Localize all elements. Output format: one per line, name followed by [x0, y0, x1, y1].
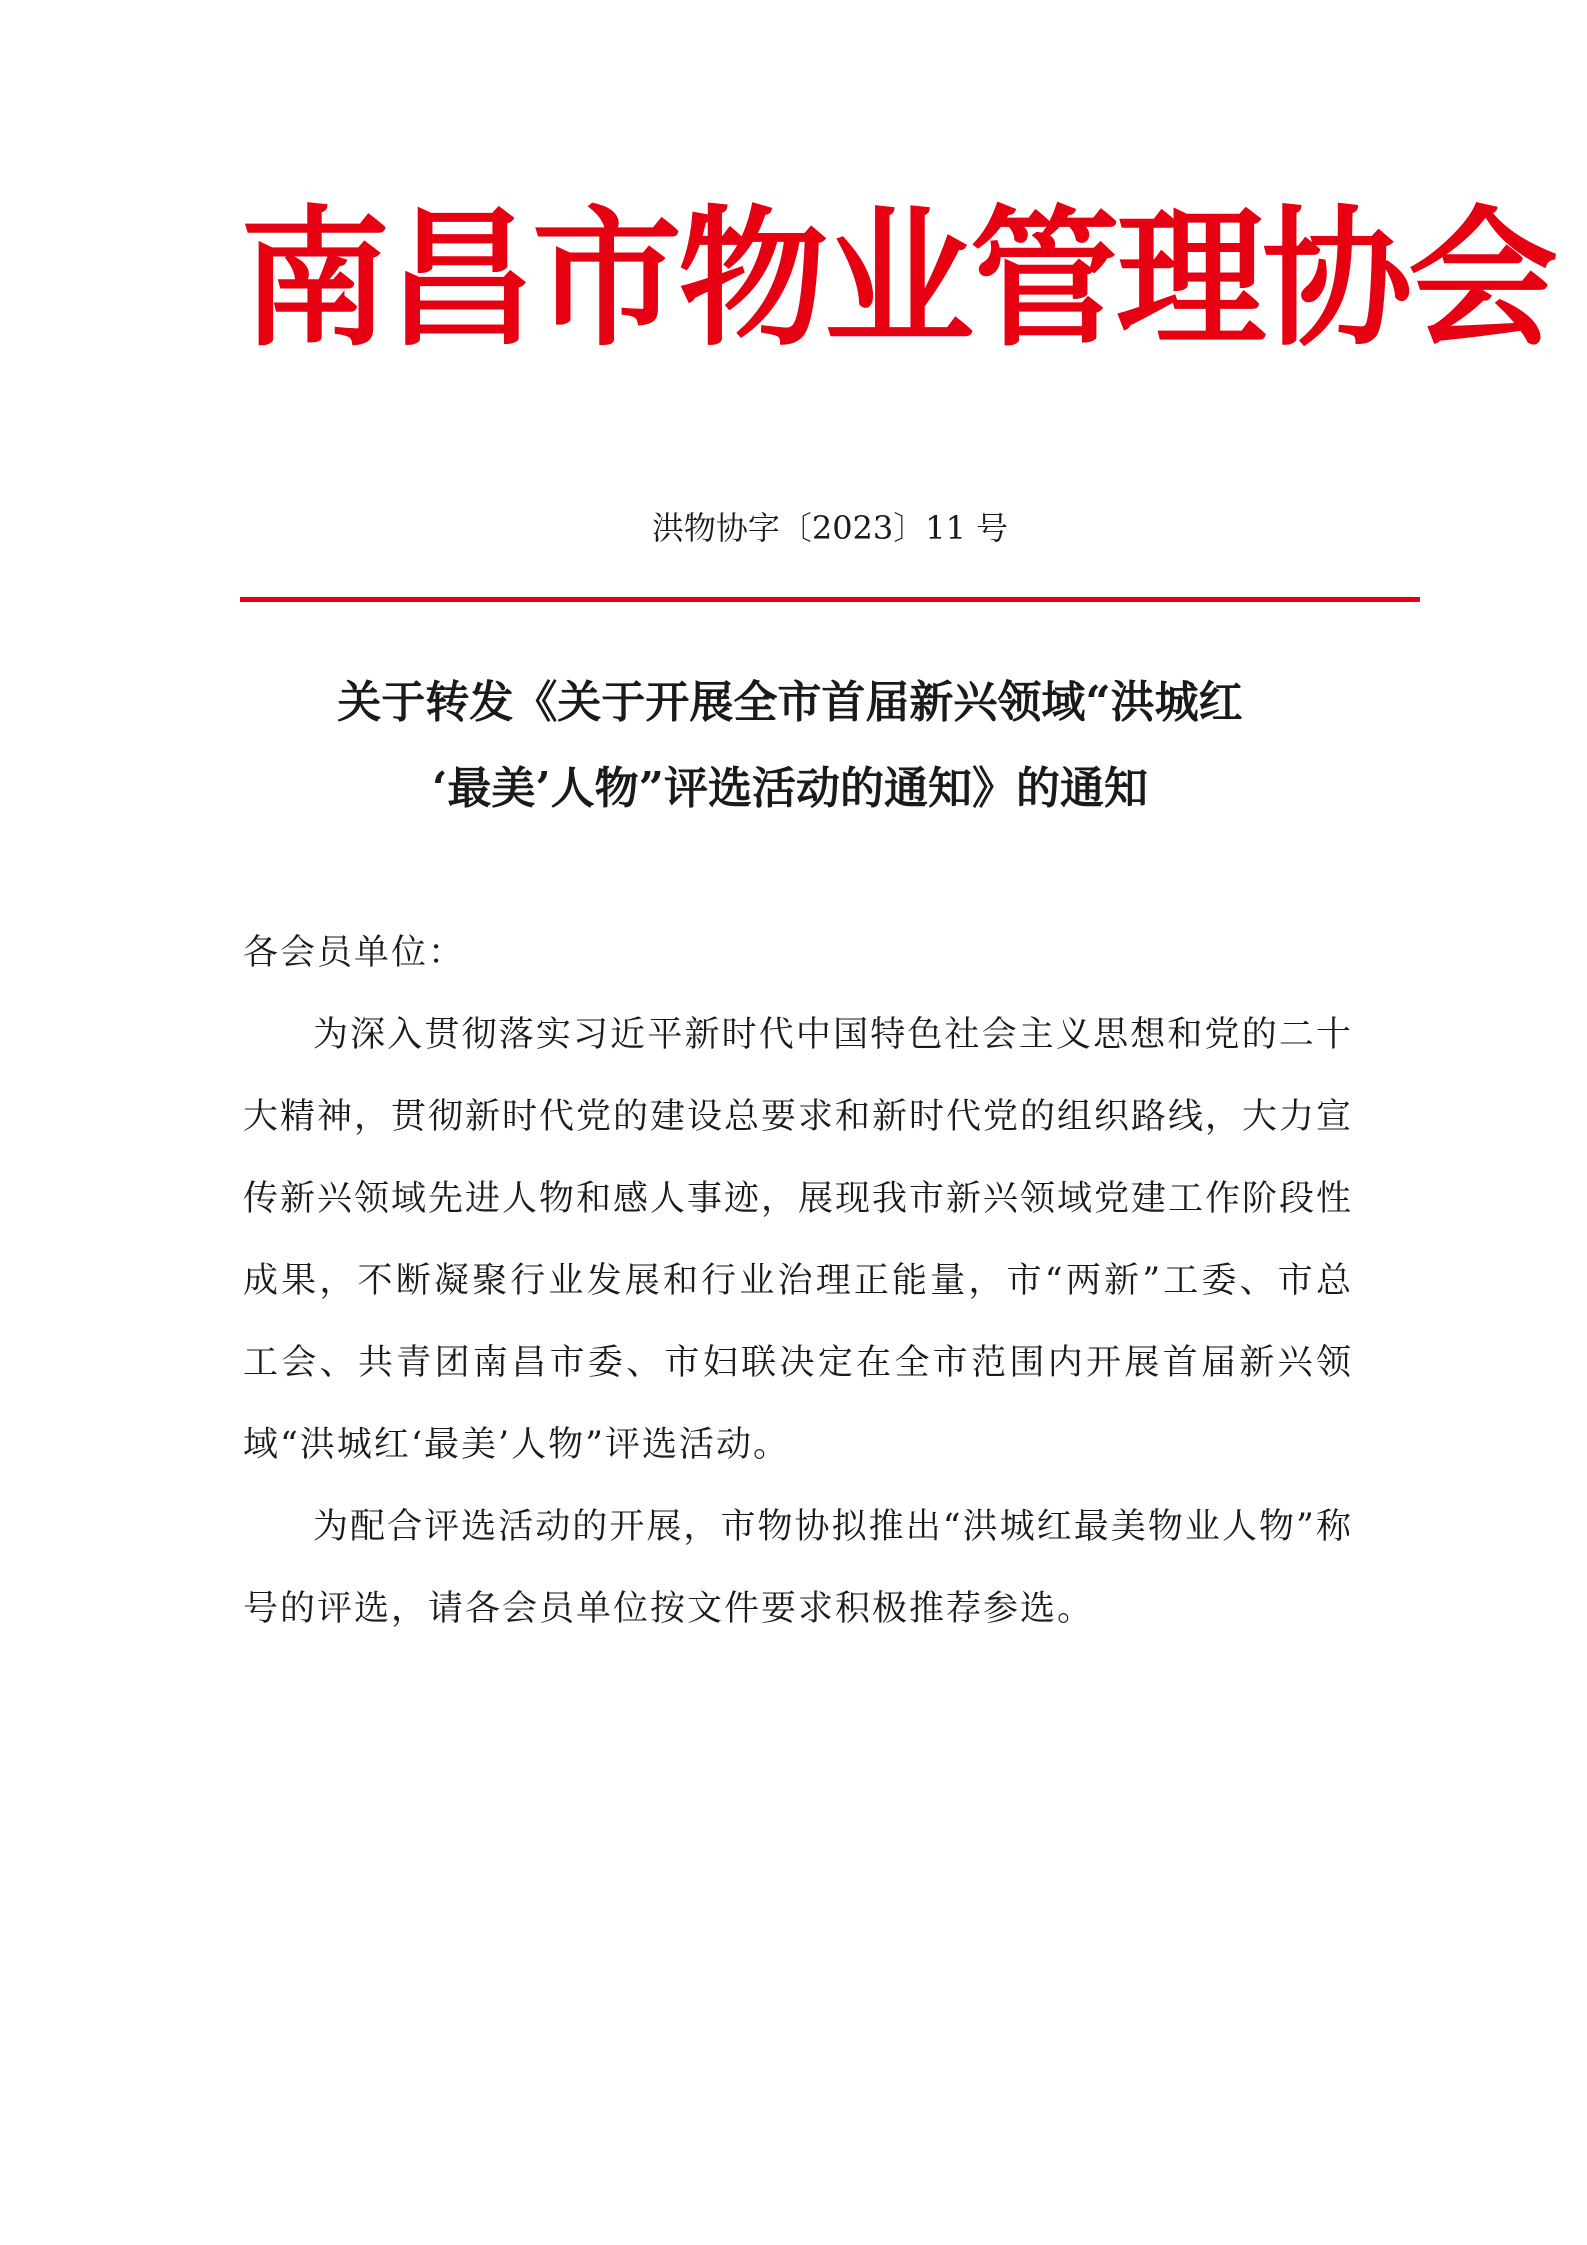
salutation: 各会员单位： — [243, 933, 466, 973]
body-paragraph-1: 为深入贯彻落实习近平新时代中国特色社会主义思想和党的二十大精神，贯彻新时代党的建设总要求和新时代党的组织路线，大力宣传新兴领域先进人物和感人事迹，展现我市新兴领域党建工作阶段性成果，不断凝聚行业发展和行业治理正能量，市“两新”工委、市总工会、共青团南昌市委、市妇联决定在全市范围内开展首届新兴领域“洪城红‘最美’人物”评选活动。 — [243, 1015, 1354, 1465]
document-number: 洪物协字〔2023〕11 号 — [651, 509, 1009, 547]
title-line-2: ‘最美’人物”评选活动的通知》的通知 — [432, 763, 1148, 814]
document-body — [243, 912, 1353, 1650]
organization-header: 南昌市物业管理协会 — [240, 193, 1555, 367]
body-paragraph-2: 为配合评选活动的开展，市物协拟推出“洪城红最美物业人物”称号的评选，请各会员单位按文件要求积极推荐参选。 — [243, 1507, 1353, 1629]
document-title — [240, 660, 1340, 832]
title-line-1: 关于转发《关于开展全市首届新兴领域“洪城红 — [337, 677, 1243, 728]
red-divider-line — [240, 597, 1420, 602]
